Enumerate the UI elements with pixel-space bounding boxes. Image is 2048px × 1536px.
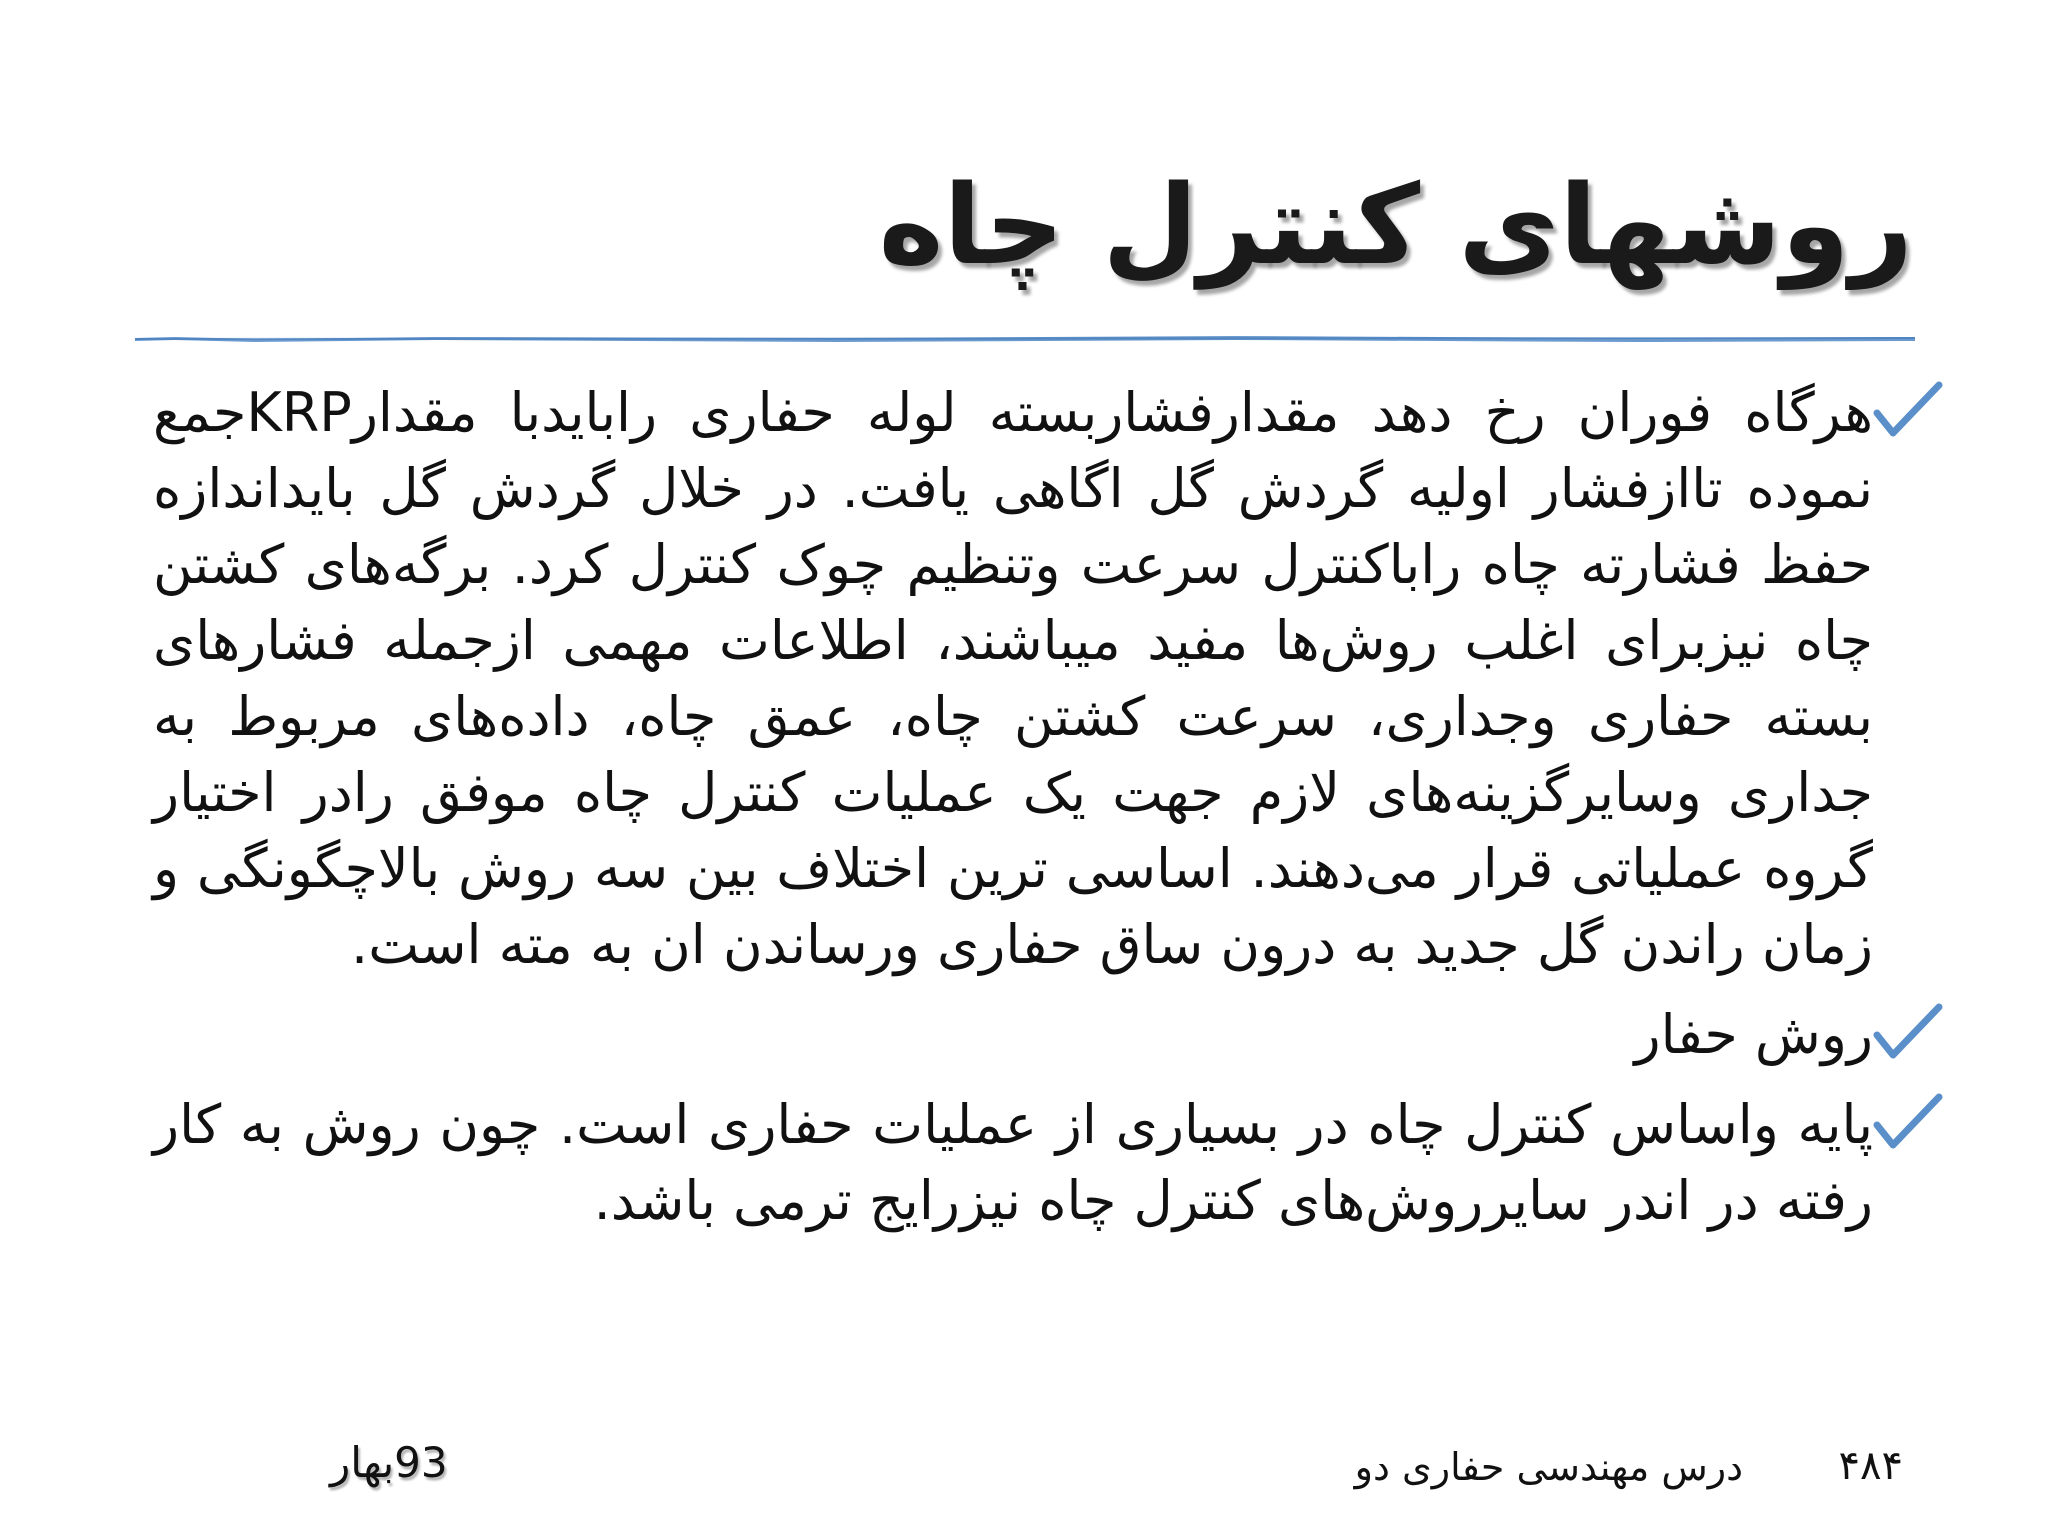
footer-semester: 93بهار bbox=[330, 1438, 448, 1487]
bullet-text: پایه واساس کنترل چاه در بسیاری از عملیات حفاری است. چون روش به کار رفته در اندر سایرروش‌های کنترل چاه نیزرایج ترمی باشد. bbox=[153, 1093, 1873, 1232]
checkmark-icon bbox=[1873, 1091, 1943, 1153]
bullet-item bbox=[153, 375, 1913, 983]
title-divider bbox=[135, 332, 1915, 344]
checkmark-icon bbox=[1873, 379, 1943, 441]
content-body bbox=[153, 375, 1913, 1253]
slide-title: روشهای کنترل چاه bbox=[878, 161, 1913, 289]
footer-page-number: ۴۸۴ bbox=[1838, 1443, 1903, 1489]
footer-course-name: درس مهندسی حفاری دو bbox=[1354, 1445, 1743, 1489]
bullet-item bbox=[153, 997, 1913, 1073]
bullet-text: روش حفار bbox=[1634, 1003, 1873, 1066]
bullet-text: هرگاه فوران رخ دهد مقدارفشاربسته لوله حفاری رابایدبا مقدارKRPجمع نموده تاازفشار اولیه گردش گل اگاهی یافت. در خلال گردش گل بایداندازه حفظ فشارته چاه راباکنترل سرعت وتنظیم چوک کنترل کرد. برگه‌های کشتن چاه نیزبرای اغلب روش‌ها مفید میباشند، اطلاعات مهمی ازجمله فشارهای بسته حفاری وجداری، سرعت کشتن چاه، عمق چاه، داده‌های مربوط به جداری وسایرگزینه‌های لازم جهت یک عملیات کنترل چاه موفق رادر اختیار گروه عملیاتی قرار می‌دهند. اساسی ترین اختلاف بین سه روش بالاچگونگی و زمان راندن گل جدید به درون ساق حفاری ورساندن ان به مته است. bbox=[153, 381, 1873, 976]
checkmark-icon bbox=[1873, 1001, 1943, 1063]
bullet-item bbox=[153, 1087, 1913, 1239]
